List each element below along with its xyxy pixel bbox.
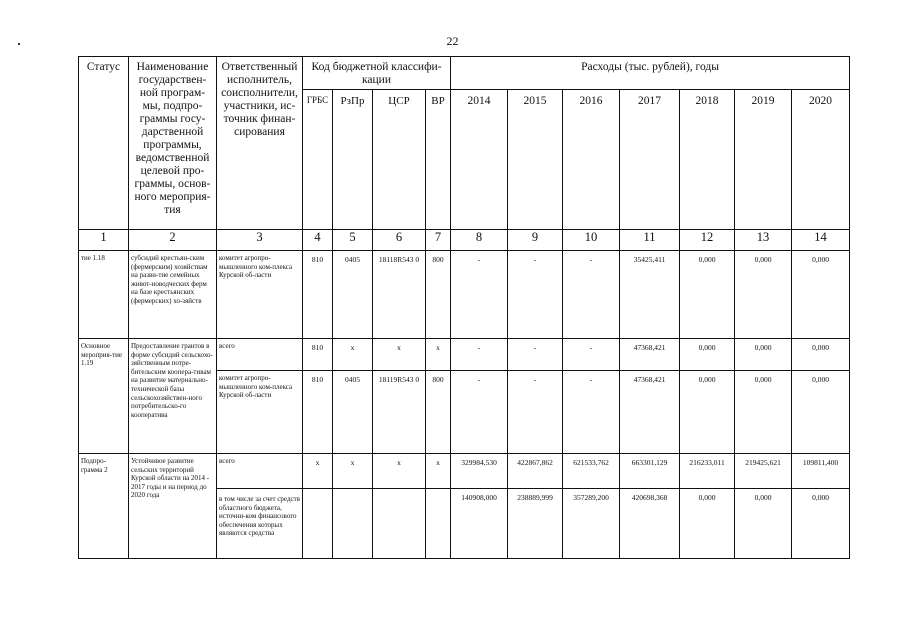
row-value: 0,000 [792, 251, 850, 339]
row-csr: 18118R543 0 [373, 251, 426, 339]
header-year: 2020 [792, 90, 850, 230]
header-year: 2017 [620, 90, 680, 230]
row-name: Устойчивое развитие сельских территорий Курской области на 2014 - 2017 годы и на период до 2020 года [129, 454, 217, 559]
row-value: 109811,400 [792, 454, 850, 489]
budget-table [78, 56, 850, 559]
column-number: 6 [373, 230, 426, 251]
row-rzpr [333, 489, 373, 559]
table-row [79, 251, 850, 339]
column-number: 9 [508, 230, 563, 251]
header-name: Наименование государствен-ной програм-мы, подпро-граммы госу-дарственной программы, ведомственной целевой про-граммы, основ-ного мероприя-тия [129, 57, 217, 230]
row-value: 0,000 [680, 489, 735, 559]
row-value: 238889,999 [508, 489, 563, 559]
row-value: 0,000 [792, 489, 850, 559]
header-budget-code: Код бюджетной классифи-кации [303, 57, 451, 90]
row-executor: комитет агропро-мышленного ком-плекса Курской об-ласти [217, 251, 303, 339]
row-name: субсидий крестьян-ским (фермерским) хозяйствам на разви-тие семейных живот-новодческих ферм на базе крестьянских (фермерских) хо-зяйств [129, 251, 217, 339]
row-grbs: 810 [303, 371, 333, 454]
row-status: тие 1.18 [79, 251, 129, 339]
header-year: 2014 [451, 90, 508, 230]
row-value: 357289,200 [563, 489, 620, 559]
column-number: 13 [735, 230, 792, 251]
row-value: 0,000 [680, 339, 735, 371]
row-value: - [451, 339, 508, 371]
column-number: 1 [79, 230, 129, 251]
row-csr: x [373, 339, 426, 371]
column-number: 10 [563, 230, 620, 251]
row-value: 0,000 [735, 371, 792, 454]
header-executor: Ответственный исполнитель, соисполнители, участники, ис-точник финан-сирования [217, 57, 303, 230]
row-status: Подпро-грамма 2 [79, 454, 129, 559]
row-value: - [563, 339, 620, 371]
row-executor: комитет агропро-мышленного ком-плекса Курской об-ласти [217, 371, 303, 454]
row-vr: 800 [426, 371, 451, 454]
row-value: 0,000 [680, 371, 735, 454]
header-year: 2018 [680, 90, 735, 230]
column-number: 7 [426, 230, 451, 251]
scan-dot [18, 43, 20, 45]
row-value: 621533,762 [563, 454, 620, 489]
column-number: 5 [333, 230, 373, 251]
table-row [79, 339, 850, 371]
row-csr [373, 489, 426, 559]
row-rzpr: 0405 [333, 251, 373, 339]
row-executor: всего [217, 454, 303, 489]
header-expenses: Расходы (тыс. рублей), годы [451, 57, 850, 90]
row-value: 0,000 [735, 339, 792, 371]
row-rzpr: x [333, 454, 373, 489]
header-year: 2016 [563, 90, 620, 230]
row-value: 219425,621 [735, 454, 792, 489]
row-value: - [508, 371, 563, 454]
column-number: 3 [217, 230, 303, 251]
row-value: 47368,421 [620, 339, 680, 371]
row-executor: в том числе за счет средств областного бюджета, источни-ком финансового обеспечения которых являются средства [217, 489, 303, 559]
header-year: 2019 [735, 90, 792, 230]
row-value: 216233,011 [680, 454, 735, 489]
column-number: 14 [792, 230, 850, 251]
row-name: Предоставление грантов в форме субсидий сельскохо-зяйственным потре-бительским коопера-тивам на развитие материально-технической базы сельскохозяйствен-ного потребительско-го кооператива [129, 339, 217, 454]
row-value: - [508, 339, 563, 371]
header-csr: ЦСР [373, 90, 426, 230]
row-value: - [563, 251, 620, 339]
row-vr: 800 [426, 251, 451, 339]
header-grbs: ГРБС [303, 90, 333, 230]
column-numbers-row [79, 230, 850, 251]
column-number: 12 [680, 230, 735, 251]
column-number: 4 [303, 230, 333, 251]
row-value: 420698,368 [620, 489, 680, 559]
header-status: Статус [79, 57, 129, 230]
row-value: 35425,411 [620, 251, 680, 339]
header-rzpr: РзПр [333, 90, 373, 230]
row-vr: x [426, 454, 451, 489]
row-value: - [451, 251, 508, 339]
row-value: 0,000 [680, 251, 735, 339]
row-value: 422867,862 [508, 454, 563, 489]
row-rzpr: 0405 [333, 371, 373, 454]
row-value: 0,000 [792, 339, 850, 371]
row-value: 329984,530 [451, 454, 508, 489]
row-value: 0,000 [792, 371, 850, 454]
column-number: 11 [620, 230, 680, 251]
row-vr: x [426, 339, 451, 371]
row-status: Основное мероприя-тие 1.19 [79, 339, 129, 454]
table-row [79, 454, 850, 489]
row-value: 0,000 [735, 489, 792, 559]
header-vr: ВР [426, 90, 451, 230]
row-value: - [563, 371, 620, 454]
column-number: 8 [451, 230, 508, 251]
row-value: 0,000 [735, 251, 792, 339]
row-value: - [508, 251, 563, 339]
row-value: 47368,421 [620, 371, 680, 454]
row-value: 663301,129 [620, 454, 680, 489]
row-vr [426, 489, 451, 559]
column-number: 2 [129, 230, 217, 251]
header-year: 2015 [508, 90, 563, 230]
row-value: 140908,000 [451, 489, 508, 559]
row-csr: x [373, 454, 426, 489]
row-rzpr: x [333, 339, 373, 371]
page-number: 22 [446, 34, 459, 48]
row-grbs: x [303, 454, 333, 489]
row-grbs [303, 489, 333, 559]
row-value: - [451, 371, 508, 454]
row-executor: всего [217, 339, 303, 371]
row-csr: 18119R543 0 [373, 371, 426, 454]
row-grbs: 810 [303, 339, 333, 371]
row-grbs: 810 [303, 251, 333, 339]
